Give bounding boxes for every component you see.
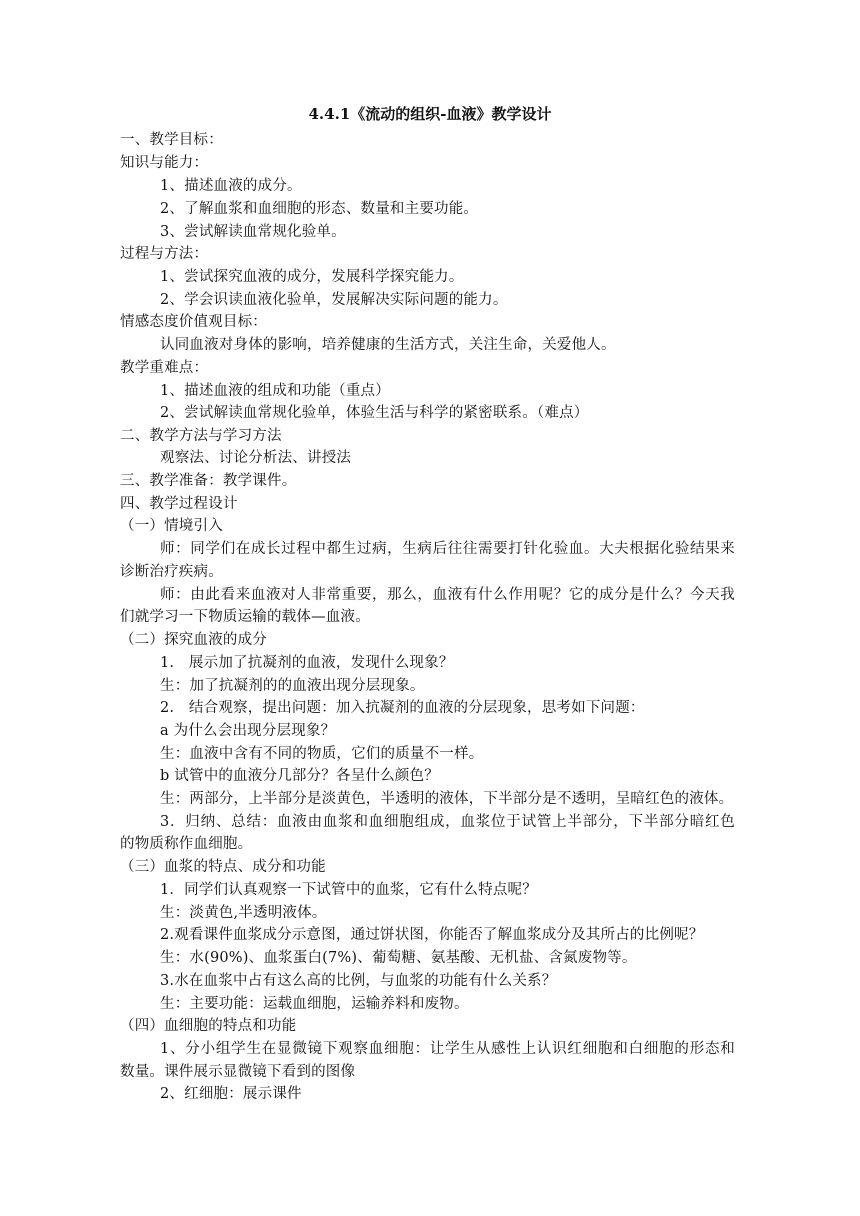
subsection-heading: （三）血浆的特点、成分和功能 xyxy=(120,859,326,875)
list-item: 1、尝试探究血液的成分，发展科学探究能力。 xyxy=(160,269,464,285)
list-item: 1. 展示加了抗凝剂的血液，发现什么现象？ xyxy=(160,655,454,671)
paragraph-line: 生：两部分，上半部分是淡黄色，半透明的液体，下半部分是不透明，呈暗红色的液体。 xyxy=(160,791,734,807)
section-heading: 四、教学过程设计 xyxy=(120,496,238,512)
list-item: 1、描述血液的组成和功能（重点） xyxy=(160,383,390,399)
paragraph-line: 的物质称作血细胞。 xyxy=(120,836,253,852)
document-title: 4.4.1《流动的组织-血液》教学设计 xyxy=(308,105,552,123)
section-heading: 二、教学方法与学习方法 xyxy=(120,428,282,444)
subsection-heading: 情感态度价值观目标： xyxy=(120,314,267,330)
subsection-heading: （一）情境引入 xyxy=(120,518,223,534)
list-item: 1、描述血液的成分。 xyxy=(160,178,302,194)
subsection-heading: （四）血细胞的特点和功能 xyxy=(120,1018,297,1034)
paragraph-line: b 试管中的血液分几部分？各呈什么颜色？ xyxy=(160,768,439,784)
list-item: 1．同学们认真观察一下试管中的血浆，它有什么特点呢？ xyxy=(160,882,537,898)
paragraph-line: 生：加了抗凝剂的的血液出现分层现象。 xyxy=(160,678,425,694)
paragraph-line: 生：主要功能：运载血细胞，运输养料和废物。 xyxy=(160,996,469,1012)
paragraph-line: 生：淡黄色,半透明液体。 xyxy=(160,905,327,921)
list-item: 3.水在血浆中占有这么高的比例，与血浆的功能有什么关系？ xyxy=(160,973,557,989)
list-item: 1、分小组学生在显微镜下观察血细胞：让学生从感性上认识红细胞和白细胞的形态和 xyxy=(160,1041,735,1057)
paragraph-line: 观察法、讨论分析法、讲授法 xyxy=(160,450,352,466)
paragraph-line: 师：由此看来血液对人非常重要，那么，血液有什么作用呢？它的成分是什么？今天我 xyxy=(160,587,735,603)
section-heading: 三、教学准备：教学课件。 xyxy=(120,473,297,489)
section-heading: 一、教学目标： xyxy=(120,132,223,148)
subsection-heading: （二）探究血液的成分 xyxy=(120,632,267,648)
list-item: 2. 结合观察，提出问题：加入抗凝剂的血液的分层现象，思考如下问题： xyxy=(160,700,645,716)
paragraph-line: 师：同学们在成长过程中都生过病，生病后往往需要打针化验血。大夫根据化验结果来 xyxy=(160,541,735,557)
paragraph-line: 生：水(90%)、血浆蛋白(7%)、葡萄糖、氨基酸、无机盐、含氮废物等。 xyxy=(160,950,637,966)
list-item: 3、尝试解读血常规化验单。 xyxy=(160,224,346,240)
paragraph-line: 们就学习一下物质运输的载体—血液。 xyxy=(120,609,370,625)
list-item: 2、尝试解读血常规化验单，体验生活与科学的紧密联系。（难点） xyxy=(160,405,589,421)
paragraph-line: 生：血液中含有不同的物质，它们的质量不一样。 xyxy=(160,746,484,762)
paragraph-line: 3．归纳、总结：血液由血浆和血细胞组成，血浆位于试管上半部分，下半部分暗红色 xyxy=(160,814,735,830)
subsection-heading: 教学重难点： xyxy=(120,360,209,376)
paragraph-line: 诊断治疗疾病。 xyxy=(120,564,223,580)
paragraph-line: a 为什么会出现分层现象？ xyxy=(160,723,336,739)
paragraph-line: 数量。课件展示显微镜下看到的图像 xyxy=(120,1064,356,1080)
list-item: 2、学会识读血液化验单，发展解决实际问题的能力。 xyxy=(160,292,508,308)
paragraph-line: 认同血液对身体的影响，培养健康的生活方式，关注生命，关爱他人。 xyxy=(160,337,616,353)
list-item: 2.观看课件血浆成分示意图，通过饼状图，你能否了解血浆成分及其所占的比例呢？ xyxy=(160,927,704,943)
subsection-heading: 过程与方法： xyxy=(120,246,209,262)
list-item: 2、了解血浆和血细胞的形态、数量和主要功能。 xyxy=(160,201,479,217)
subsection-heading: 知识与能力： xyxy=(120,155,209,171)
list-item: 2、红细胞：展示课件 xyxy=(160,1086,302,1102)
